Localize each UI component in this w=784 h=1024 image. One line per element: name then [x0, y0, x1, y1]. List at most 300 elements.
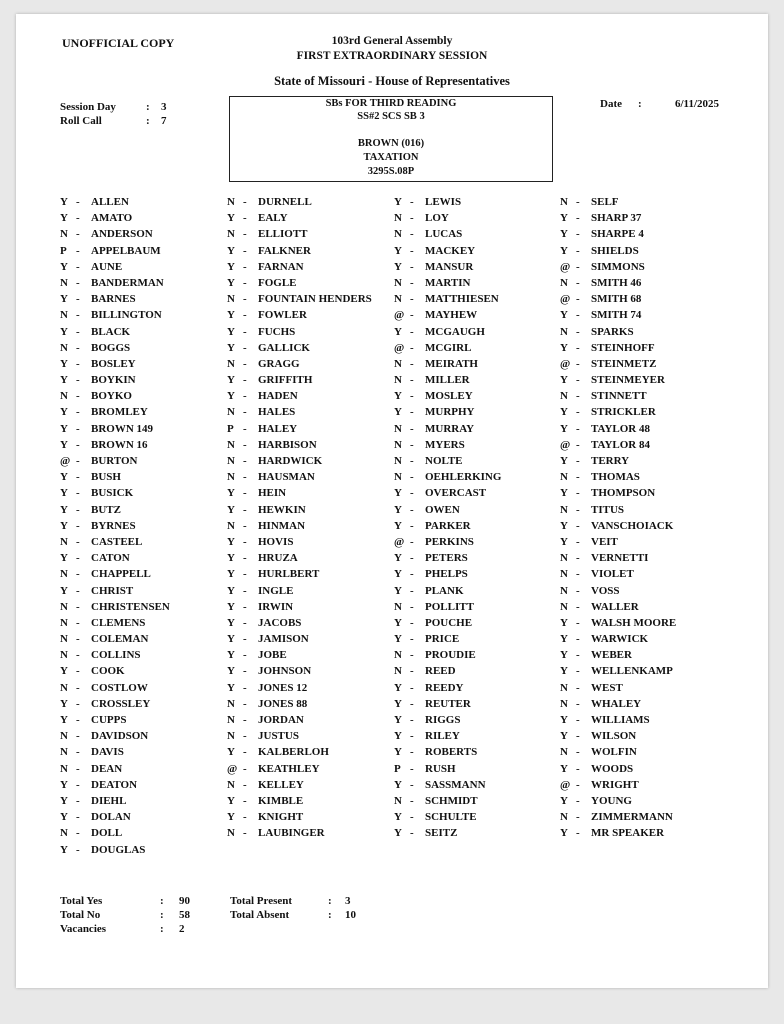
vote-dash: -	[243, 649, 247, 662]
vote-value: Y	[394, 746, 402, 759]
vote-dash: -	[410, 260, 414, 273]
member-name: DAVIDSON	[91, 730, 149, 743]
vote-value: @	[560, 778, 571, 791]
member-name: VOSS	[591, 584, 620, 597]
member-name: HEIN	[258, 487, 287, 500]
vote-dash: -	[76, 341, 80, 354]
vote-dash: -	[410, 714, 414, 726]
vote-value: Y	[560, 309, 568, 322]
vote-dash: -	[410, 568, 414, 581]
member-name: BOGGS	[91, 341, 131, 354]
vote-value: N	[394, 293, 402, 306]
vote-dash: -	[76, 616, 80, 629]
vote-dash: -	[76, 697, 80, 710]
vote-value: @	[227, 762, 238, 775]
member-name: VANSCHOIACK	[591, 519, 674, 532]
vote-dash: -	[410, 390, 414, 403]
vote-dash: -	[243, 681, 247, 694]
member-name: HOVIS	[258, 535, 294, 548]
member-name: FOUNTAIN HENDERS	[258, 293, 372, 306]
meta-colon: :	[146, 101, 150, 113]
member-name: FUCHS	[258, 325, 296, 338]
vote-dash: -	[76, 503, 80, 516]
vote-dash: -	[410, 762, 414, 775]
vote-dash: -	[76, 730, 80, 743]
member-name: POLLITT	[425, 600, 474, 613]
member-name: HEWKIN	[258, 503, 306, 516]
vote-value: N	[60, 827, 68, 840]
vote-value: N	[560, 503, 568, 516]
vote-value: Y	[227, 794, 235, 807]
vote-value: Y	[394, 325, 402, 338]
vote-value: N	[394, 228, 402, 241]
vote-dash: -	[410, 697, 414, 710]
vote-dash: -	[243, 519, 247, 532]
member-name: OEHLERKING	[425, 471, 502, 484]
vote-dash: -	[243, 260, 247, 273]
vote-value: Y	[60, 778, 68, 791]
vote-value: N	[394, 665, 402, 678]
vote-value: N	[394, 649, 402, 662]
vote-value: Y	[60, 357, 68, 370]
member-name: MANSUR	[425, 260, 474, 273]
vote-dash: -	[576, 212, 580, 225]
vote-dash: -	[410, 422, 414, 435]
member-name: DEATON	[91, 778, 138, 791]
session-day-value: 3	[161, 101, 167, 113]
member-name: JUSTUS	[258, 730, 299, 743]
vote-value: Y	[227, 665, 235, 678]
vote-value: N	[227, 827, 235, 840]
vote-value: Y	[394, 697, 402, 710]
member-name: MAYHEW	[425, 309, 478, 322]
vote-value: Y	[560, 535, 568, 548]
vote-value: Y	[560, 374, 568, 387]
member-name: STEINMETZ	[591, 357, 657, 370]
vote-dash: -	[243, 762, 247, 775]
vote-value: Y	[560, 455, 568, 467]
member-name: AUNE	[91, 260, 123, 273]
vote-dash: -	[410, 228, 414, 241]
vote-value: Y	[227, 535, 235, 548]
vote-value: N	[560, 325, 568, 338]
member-name: JACOBS	[258, 616, 302, 629]
member-name: PHELPS	[425, 568, 468, 581]
vote-dash: -	[410, 212, 414, 225]
vote-value: Y	[60, 374, 68, 387]
vote-dash: -	[410, 374, 414, 387]
member-name: OVERCAST	[425, 487, 487, 500]
member-name: KIMBLE	[258, 794, 304, 807]
vote-value: Y	[60, 438, 68, 451]
vote-value: Y	[227, 568, 235, 581]
vote-dash: -	[576, 681, 580, 694]
member-name: GRAGG	[258, 357, 300, 370]
vote-value: N	[60, 616, 68, 629]
vote-value: Y	[394, 730, 402, 743]
vote-value: N	[60, 762, 68, 775]
vote-value: Y	[560, 244, 568, 257]
member-name: SCHULTE	[425, 811, 477, 824]
vote-value: N	[560, 811, 568, 824]
vote-value: Y	[394, 196, 402, 208]
vote-value: N	[60, 390, 68, 403]
vote-dash: -	[76, 438, 80, 451]
vote-dash: -	[576, 325, 580, 338]
vote-dash: -	[576, 503, 580, 516]
vote-value: Y	[394, 584, 402, 597]
vote-dash: -	[243, 374, 247, 387]
vote-value: N	[227, 471, 235, 484]
vote-value: N	[560, 584, 568, 597]
vote-dash: -	[243, 212, 247, 225]
vote-value: N	[560, 600, 568, 613]
vacancies-value: 2	[179, 923, 185, 935]
vote-value: Y	[560, 341, 568, 354]
vote-value: Y	[560, 519, 568, 532]
member-name: GALLICK	[258, 341, 310, 354]
member-name: HALEY	[258, 422, 298, 435]
member-name: HAUSMAN	[258, 471, 315, 484]
vote-value: Y	[560, 228, 568, 241]
vote-dash: -	[76, 244, 80, 257]
member-name: TAYLOR 48	[591, 422, 650, 435]
total-yes-value: 90	[179, 895, 190, 907]
total-no-value: 58	[179, 909, 190, 921]
member-name: APPELBAUM	[91, 244, 161, 257]
vote-dash: -	[410, 357, 414, 370]
vote-value: N	[560, 196, 568, 208]
meta-colon: :	[638, 98, 642, 110]
vote-dash: -	[410, 471, 414, 484]
vote-value: N	[227, 196, 235, 208]
totals-colon: :	[160, 895, 164, 907]
vote-dash: -	[243, 600, 247, 613]
vote-dash: -	[243, 325, 247, 338]
member-name: CHAPPELL	[91, 568, 151, 581]
vote-dash: -	[243, 714, 247, 726]
member-name: CHRIST	[91, 584, 134, 597]
vote-dash: -	[576, 471, 580, 484]
totals-colon: :	[160, 923, 164, 935]
member-name: COOK	[91, 665, 125, 678]
member-name: SEITZ	[425, 827, 458, 840]
member-name: BLACK	[91, 325, 131, 338]
vote-dash: -	[576, 778, 580, 791]
member-name: THOMAS	[591, 471, 640, 484]
member-name: JONES 12	[258, 681, 308, 694]
vote-dash: -	[243, 276, 247, 289]
member-name: TAYLOR 84	[591, 438, 650, 451]
vote-dash: -	[243, 309, 247, 322]
member-name: TITUS	[591, 503, 625, 516]
vote-dash: -	[76, 535, 80, 548]
vote-dash: -	[576, 406, 580, 419]
member-name: MEIRATH	[425, 357, 478, 370]
member-name: MURPHY	[425, 406, 475, 419]
vote-value: @	[560, 357, 571, 370]
vote-dash: -	[243, 196, 247, 208]
bill-reading-line: SBs FOR THIRD READING	[325, 98, 457, 109]
member-name: HRUZA	[258, 552, 298, 565]
vote-dash: -	[410, 794, 414, 807]
member-name: NOLTE	[425, 455, 463, 467]
member-name: THOMPSON	[591, 487, 656, 500]
member-name: BILLINGTON	[91, 309, 162, 322]
vote-value: Y	[227, 212, 235, 225]
vote-value: N	[394, 357, 402, 370]
vote-dash: -	[410, 406, 414, 419]
member-name: MACKEY	[425, 244, 476, 257]
bill-number-line: SS#2 SCS SB 3	[357, 111, 425, 122]
vote-dash: -	[243, 244, 247, 257]
member-name: TERRY	[591, 455, 630, 467]
member-name: EALY	[258, 212, 288, 225]
member-name: MATTHIESEN	[425, 293, 499, 306]
vote-dash: -	[243, 730, 247, 743]
member-name: BUSH	[91, 471, 121, 484]
vote-value: N	[60, 535, 68, 548]
member-name: COLEMAN	[91, 633, 149, 646]
member-name: POUCHE	[425, 616, 473, 629]
vote-value: Y	[60, 697, 68, 710]
total-no-label: Total No	[60, 909, 101, 921]
member-name: MURRAY	[425, 422, 475, 435]
vote-value: Y	[227, 600, 235, 613]
vote-value: Y	[60, 794, 68, 807]
vote-dash: -	[576, 357, 580, 370]
vote-value: N	[560, 390, 568, 403]
vote-dash: -	[243, 633, 247, 646]
member-name: LOY	[425, 212, 449, 225]
vote-dash: -	[410, 811, 414, 824]
member-name: MARTIN	[425, 276, 471, 289]
vote-value: N	[394, 374, 402, 387]
vote-value: N	[394, 276, 402, 289]
vote-dash: -	[410, 665, 414, 678]
vote-dash: -	[76, 827, 80, 840]
vote-dash: -	[576, 584, 580, 597]
vote-value: Y	[394, 568, 402, 581]
vote-dash: -	[243, 503, 247, 516]
totals-colon: :	[328, 909, 332, 921]
vote-dash: -	[76, 357, 80, 370]
vote-dash: -	[76, 406, 80, 419]
vote-dash: -	[243, 406, 247, 419]
member-name: SCHMIDT	[425, 794, 478, 807]
vote-dash: -	[576, 568, 580, 581]
member-name: BOYKIN	[91, 374, 136, 387]
vote-dash: -	[76, 471, 80, 484]
vote-dash: -	[76, 584, 80, 597]
vote-value: Y	[227, 260, 235, 273]
vote-dash: -	[76, 778, 80, 791]
vote-value: Y	[394, 406, 402, 419]
vote-dash: -	[410, 746, 414, 759]
roll-call-label: Roll Call	[60, 115, 102, 127]
vote-value: N	[227, 697, 235, 710]
vote-value: N	[394, 438, 402, 451]
member-name: PROUDIE	[425, 649, 476, 662]
vote-dash: -	[410, 681, 414, 694]
member-name: SPARKS	[591, 325, 634, 338]
member-name: SHARP 37	[591, 212, 642, 225]
member-name: HARDWICK	[258, 455, 323, 467]
vote-dash: -	[410, 778, 414, 791]
vote-dash: -	[410, 455, 414, 467]
member-name: RILEY	[425, 730, 460, 743]
member-name: DAVIS	[91, 746, 124, 759]
vote-dash: -	[576, 649, 580, 662]
vote-dash: -	[243, 471, 247, 484]
vote-value: Y	[227, 681, 235, 694]
vote-dash: -	[410, 309, 414, 322]
member-name: INGLE	[258, 584, 294, 597]
member-name: VIOLET	[591, 568, 634, 581]
member-name: CATON	[91, 552, 130, 565]
vote-dash: -	[576, 293, 580, 306]
member-name: PRICE	[425, 633, 460, 646]
date-label: Date	[600, 98, 622, 110]
vote-value: @	[394, 309, 405, 322]
member-name: WALLER	[591, 600, 639, 613]
vote-dash: -	[76, 309, 80, 322]
member-name: BANDERMAN	[91, 276, 164, 289]
vote-value: Y	[60, 196, 68, 208]
member-name: MCGIRL	[425, 341, 472, 354]
vote-dash: -	[243, 422, 247, 435]
member-name: VERNETTI	[591, 552, 649, 565]
member-name: YOUNG	[591, 794, 632, 807]
vote-value: N	[60, 681, 68, 694]
vote-value: Y	[394, 616, 402, 629]
bill-code-line: 3295S.08P	[367, 166, 415, 177]
member-name: BOYKO	[91, 390, 132, 403]
vote-value: Y	[227, 487, 235, 500]
member-name: STINNETT	[591, 390, 647, 403]
member-name: COLLINS	[91, 649, 141, 662]
member-name: ELLIOTT	[258, 228, 308, 241]
vote-value: Y	[60, 811, 68, 824]
vote-value: N	[60, 746, 68, 759]
member-name: HADEN	[258, 390, 298, 403]
member-name: SELF	[591, 196, 619, 208]
vote-value: Y	[227, 811, 235, 824]
vote-value: @	[394, 341, 405, 354]
member-name: WARWICK	[591, 633, 649, 646]
member-name: BURTON	[91, 455, 138, 467]
vote-value: Y	[560, 487, 568, 500]
vote-dash: -	[410, 535, 414, 548]
vote-value: Y	[560, 730, 568, 743]
vote-value: Y	[394, 681, 402, 694]
vote-dash: -	[76, 568, 80, 581]
vote-value: P	[227, 422, 234, 435]
vote-dash: -	[410, 600, 414, 613]
vote-dash: -	[243, 438, 247, 451]
vote-dash: -	[410, 584, 414, 597]
vote-dash: -	[410, 616, 414, 629]
vote-value: Y	[560, 762, 568, 775]
vote-dash: -	[76, 455, 80, 467]
vote-value: N	[560, 568, 568, 581]
vote-value: @	[560, 438, 571, 451]
member-name: JAMISON	[258, 633, 309, 646]
vote-value: Y	[394, 778, 402, 791]
vote-dash: -	[410, 503, 414, 516]
vote-dash: -	[243, 390, 247, 403]
vote-value: N	[394, 212, 402, 225]
member-name: WHALEY	[591, 697, 642, 710]
member-name: SMITH 46	[591, 276, 642, 289]
vote-dash: -	[410, 293, 414, 306]
member-name: MCGAUGH	[425, 325, 485, 338]
vote-value: N	[60, 228, 68, 241]
vote-dash: -	[576, 811, 580, 824]
member-name: REUTER	[425, 697, 471, 710]
member-name: STEINMEYER	[591, 374, 665, 387]
vote-value: N	[394, 471, 402, 484]
vote-value: Y	[227, 374, 235, 387]
member-name: WEBER	[591, 649, 632, 662]
assembly-title: 103rd General Assembly	[331, 35, 453, 47]
vote-value: N	[60, 633, 68, 646]
vote-value: Y	[394, 390, 402, 403]
vote-value: N	[227, 438, 235, 451]
vote-value: Y	[60, 584, 68, 597]
vote-dash: -	[76, 260, 80, 273]
vote-value: N	[227, 714, 235, 726]
vote-dash: -	[576, 276, 580, 289]
vote-value: Y	[60, 552, 68, 565]
vote-value: N	[560, 552, 568, 565]
meta-colon: :	[146, 115, 150, 127]
vote-dash: -	[76, 600, 80, 613]
vote-dash: -	[243, 827, 247, 840]
vote-dash: -	[76, 390, 80, 403]
session-title: FIRST EXTRAORDINARY SESSION	[296, 50, 488, 62]
vote-value: N	[227, 519, 235, 532]
vote-value: Y	[60, 665, 68, 678]
vote-dash: -	[76, 714, 80, 726]
vote-dash: -	[76, 681, 80, 694]
vote-value: N	[560, 681, 568, 694]
member-name: STEINHOFF	[591, 341, 655, 354]
member-name: FALKNER	[258, 244, 311, 257]
vote-dash: -	[76, 843, 80, 856]
member-name: ZIMMERMANN	[591, 811, 673, 824]
member-name: PERKINS	[425, 535, 474, 548]
member-name: HURLBERT	[258, 568, 320, 581]
vote-dash: -	[243, 341, 247, 354]
member-name: JORDAN	[258, 714, 304, 726]
member-name: WOLFIN	[591, 746, 637, 759]
vote-value: Y	[394, 811, 402, 824]
member-name: BYRNES	[91, 519, 136, 532]
member-name: DURNELL	[258, 196, 312, 208]
member-name: SHARPE 4	[591, 228, 644, 241]
member-name: FOWLER	[258, 309, 307, 322]
vote-dash: -	[243, 811, 247, 824]
unofficial-copy-label: UNOFFICIAL COPY	[62, 36, 175, 50]
member-name: JOBE	[258, 649, 287, 662]
vote-value: Y	[60, 843, 68, 856]
member-name: RIGGS	[425, 714, 461, 726]
vote-value: N	[394, 455, 402, 467]
member-name: LAUBINGER	[258, 827, 325, 840]
vote-dash: -	[576, 422, 580, 435]
vote-value: Y	[60, 325, 68, 338]
